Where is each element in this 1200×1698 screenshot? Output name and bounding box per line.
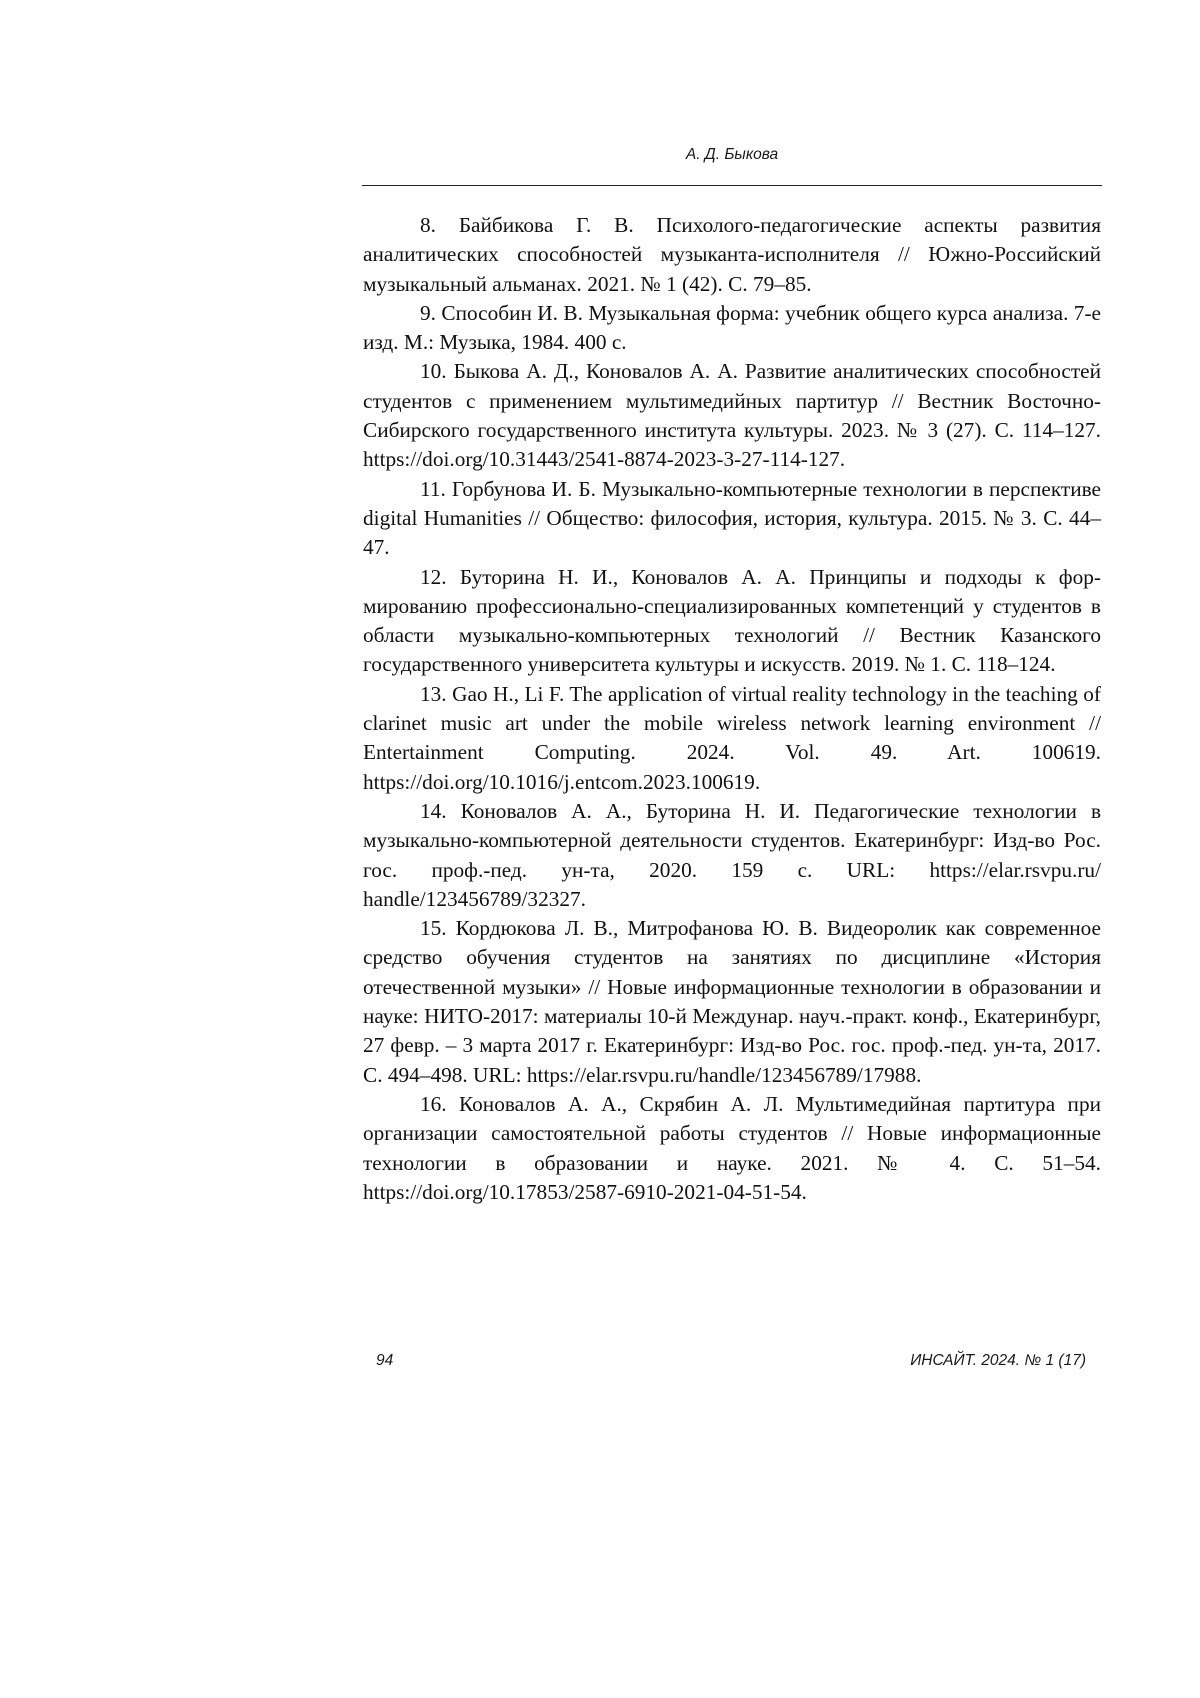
journal-issue: ИНСАЙТ. 2024. № 1 (17)	[910, 1352, 1086, 1369]
reference-item-8: 8. Байбикова Г. В. Психолого-педагогические аспекты развития аналитических способностей музыканта-исполнителя // Южно-Российский музыкальный альманах. 2021. № 1 (42). С. 79–85.	[363, 213, 1101, 296]
reference-item-10: 10. Быкова А. Д., Коновалов А. А. Развитие аналитических способностей студентов с применением мультимедийных партитур // Вестник Восточно-Сибирского государственного института культуры. 2023. № 3 (27). С. 114–127. https://doi.org/10.31443/2541-8874-2023-3-27-114-127.	[363, 359, 1101, 472]
running-header-author: А. Д. Быкова	[685, 146, 779, 163]
reference-item-16: 16. Коновалов А. А., Скрябин А. Л. Мультимедийная партитура при организации самостоятельной работы студентов // Новые информационные технологии в образовании и науке. 2021. № 4. С. 51–54. https://doi.org/10.17853/2587-6910-2021-04-51-54.	[363, 1091, 1101, 1204]
reference-item-9: 9. Способин И. В. Музыкальная форма: учебник общего курса анализа. 7-е изд. М.: Музыка, 1984. 400 с.	[363, 300, 1101, 355]
reference-item-11: 11. Горбунова И. Б. Музыкально-компьютерные технологии в перспективе digital Humanities // Общество: философия, история, культура. 2015. № 3. С. 44–47.	[363, 476, 1101, 560]
reference-item-12: 12. Буторина Н. И., Коновалов А. А. Принципы и подходы к формированию профессионально-специализированных компетенций у студентов в области музыкально-компьютерных технологий // Вестник Казанского государственного университета культуры и искусств. 2019. № 1. С. 118–124.	[363, 564, 1101, 677]
reference-item-14: 14. Коновалов А. А., Буторина Н. И. Педагогические технологии в музыкально-компьютерной деятельности студентов. Екатеринбург: Изд-во Рос. гос. проф.-пед. ун-та, 2020. 159 с. URL: https://elar.rsvpu.ru/ handle/123456789/32327.	[363, 798, 1101, 911]
header-divider	[362, 185, 1102, 186]
reference-item-13: 13. Gao H., Li F. The application of virtual reality technology in the teaching of clarinet music art under the mobile wireless network learning environment // Entertainment Computing. 2024. Vol. 49. Art. 100619. https://doi.org/10.1016/j.entcom.2023.100619.	[363, 681, 1101, 794]
reference-list	[363, 211, 1101, 1207]
reference-item-15: 15. Кордюкова Л. В., Митрофанова Ю. В. Видеоролик как современное средство обучения студентов на занятиях по дисциплине «История отечественной музыки» // Новые информационные технологии в образовании и науке: НИТО-2017: материалы 10-й Междунар. науч.-практ. конф., Екатеринбург, 27 февр. – 3 марта 2017 г. Екатеринбург: Изд-во Рос. гос. проф.-пед. ун-та, 2017. С. 494–498. URL: https://elar.rsvpu.ru/handle/123456789/17988.	[363, 916, 1101, 1087]
page-number: 94	[376, 1352, 394, 1369]
